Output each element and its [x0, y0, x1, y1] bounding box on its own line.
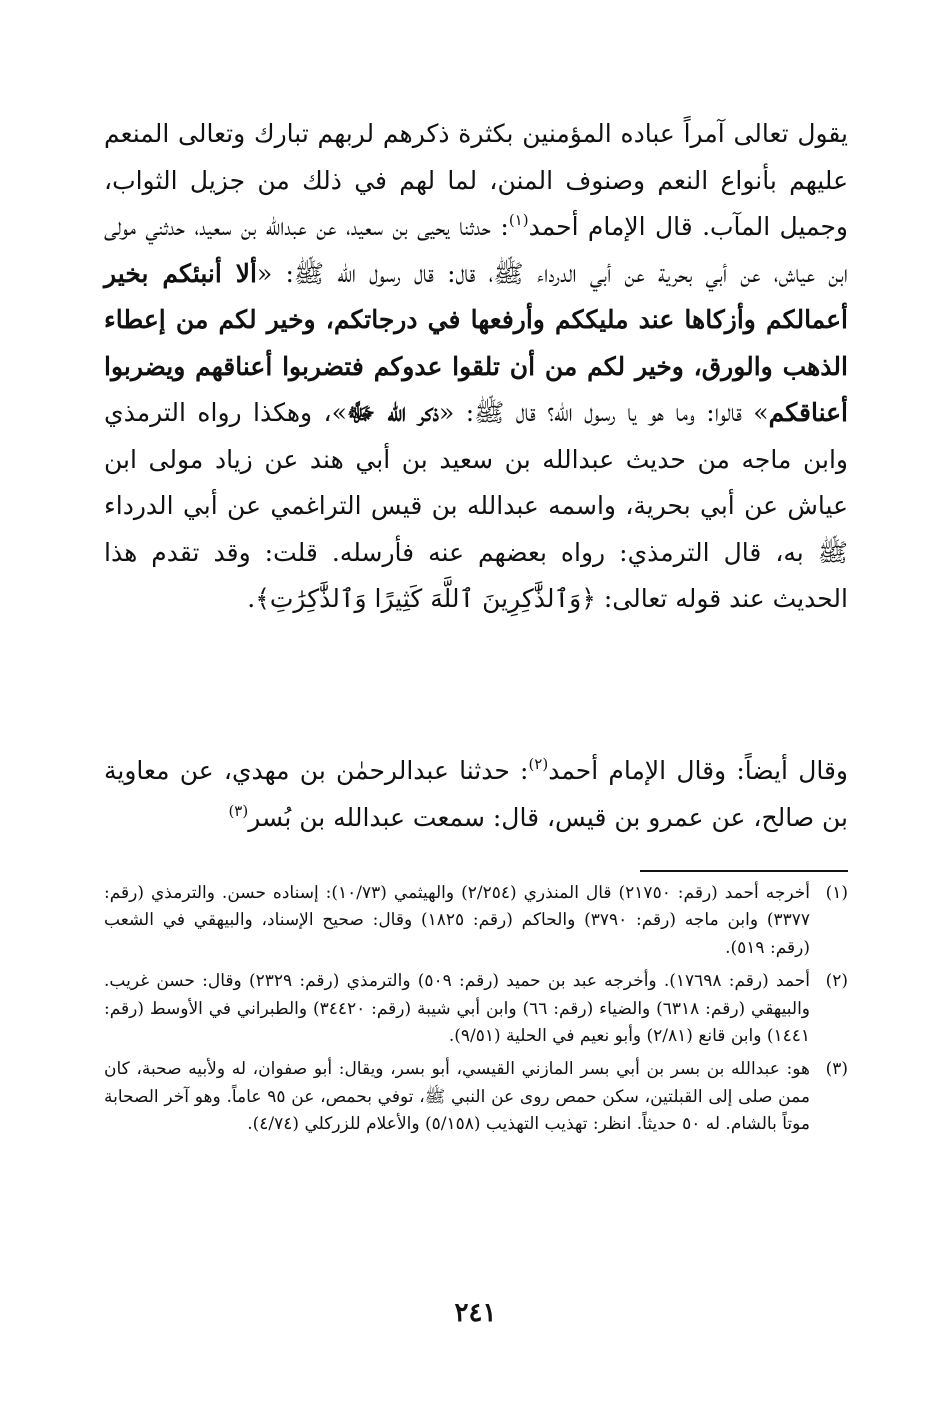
hadith-text: ألا أنبئكم بخير أعمالكم وأزكاها عند مليككم وأرفعها في درجاتكم، وخير لكم من إعطاء الذهب والورق، وخير لكم من أن تلقوا عدوكم فتضربوا أعناقهم ويضربوا أعناقكم — [104, 258, 848, 427]
footnote-ref-3: (٣) — [228, 801, 249, 820]
para1-text-d: »، وهكذا رواه الترمذي وابن ماجه من حديث عبدالله بن سعيد بن أبي هند عن زياد مولى ابن عياش عن أبي بحرية، واسمه عبدالله بن قيس التراغمي عن أبي الدرداء ﷺ به، قال الترمذي: رواه بعضهم عنه فأرسله. قلت: وقد تقدم هذا الحديث عند قوله تعالى: ﴿وَٱلذَّٰكِرِينَ ٱللَّهَ كَثِيرًا وَٱلذَّٰكِرَٰتِ﴾. — [104, 398, 848, 613]
para2-text-b: : حدثنا عبدالرحمٰن بن مهدي، عن معاوية بن صالح، عن عمرو بن قيس، قال: سمعت عبدالله بن بُسر — [104, 756, 848, 832]
footnote-text: أحمد (رقم: ١٧٦٩٨). وأخرجه عبد بن حميد (رقم: ٥٠٩) والترمذي (رقم: ٢٣٢٩) وقال: حسن غريب. والبيهقي (رقم: ٦٣١٨) والضياء (رقم: ٦٦) وابن أبي شيبة (رقم: ٣٤٤٢٠) والطبراني في الأوسط (رقم: ١٤٤١) وابن قانع (٢/٨١) وأبو نعيم في الحلية (٩/٥١). — [104, 971, 811, 1047]
footnote-number: (١) — [825, 883, 848, 903]
footnotes — [104, 880, 848, 1145]
para1-text-c: » قالوا: وما هو يا رسول الله؟ قال ﷺ: « — [439, 398, 769, 427]
footnote-separator — [640, 870, 848, 872]
footnote-3 — [104, 1056, 848, 1138]
footnote-text: هو: عبدالله بن بسر بن أبي بسر المازني القيسي، أبو بسر، ويقال: أبو صفوان، له ولأبيه صحبة، كان ممن صلى إلى القبلتين، سكن حمص روى عن النبي ﷺ، توفي بحمص، عن ٩٥ عاماً. وهو آخر الصحابة موتاً بالشام. له ٥٠ حديثاً. انظر: تهذيب التهذيب (٥/١٥٨) والأعلام للزركلي (٤/٧٤). — [104, 1059, 810, 1135]
dhikr-text: ذكر الله ﷻ — [346, 398, 440, 427]
para1-text-b: : حدثنا يحيى بن سعيد، عن عبدالله بن سعيد، حدثني مولى ابن عياش، عن أبي بحرية عن أبي الدرداء ﷺ، قال: قال رسول الله ﷺ: « — [104, 212, 848, 288]
footnote-number: (٢) — [825, 971, 848, 992]
footnote-text: أخرجه أحمد (رقم: ٢١٧٥٠) قال المنذري (٢/٢٥٤) والهيثمي (١٠/٧٣): إسناده حسن. والترمذي (رقم: ٣٣٧٧) وابن ماجه (رقم: ٣٧٩٠) والحاكم (رقم: ١٨٢٥) وقال: صحيح الإسناد، والبيهقي في الشعب (رقم: ٥١٩). — [104, 883, 810, 958]
footnote-1 — [104, 880, 848, 962]
footnote-number: (٣) — [825, 1059, 848, 1080]
page-number: ٢٤١ — [454, 1298, 497, 1328]
para2-text-a: وقال أيضاً: وقال الإمام أحمد — [548, 756, 848, 785]
para1-text-a: يقول تعالى آمراً عباده المؤمنين بكثرة ذكرهم لربهم تبارك وتعالى المنعم عليهم بأنواع النعم وصنوف المنن، لما لهم في ذلك من جزيل الثواب، وجميل المآب. قال الإمام أحمد — [104, 119, 848, 241]
footnote-ref-2: (٢) — [528, 755, 549, 773]
main-paragraph-1 — [104, 111, 848, 623]
main-paragraph-2 — [104, 748, 848, 841]
footnote-ref-1: (١) — [508, 211, 529, 229]
footnote-2 — [104, 968, 848, 1050]
